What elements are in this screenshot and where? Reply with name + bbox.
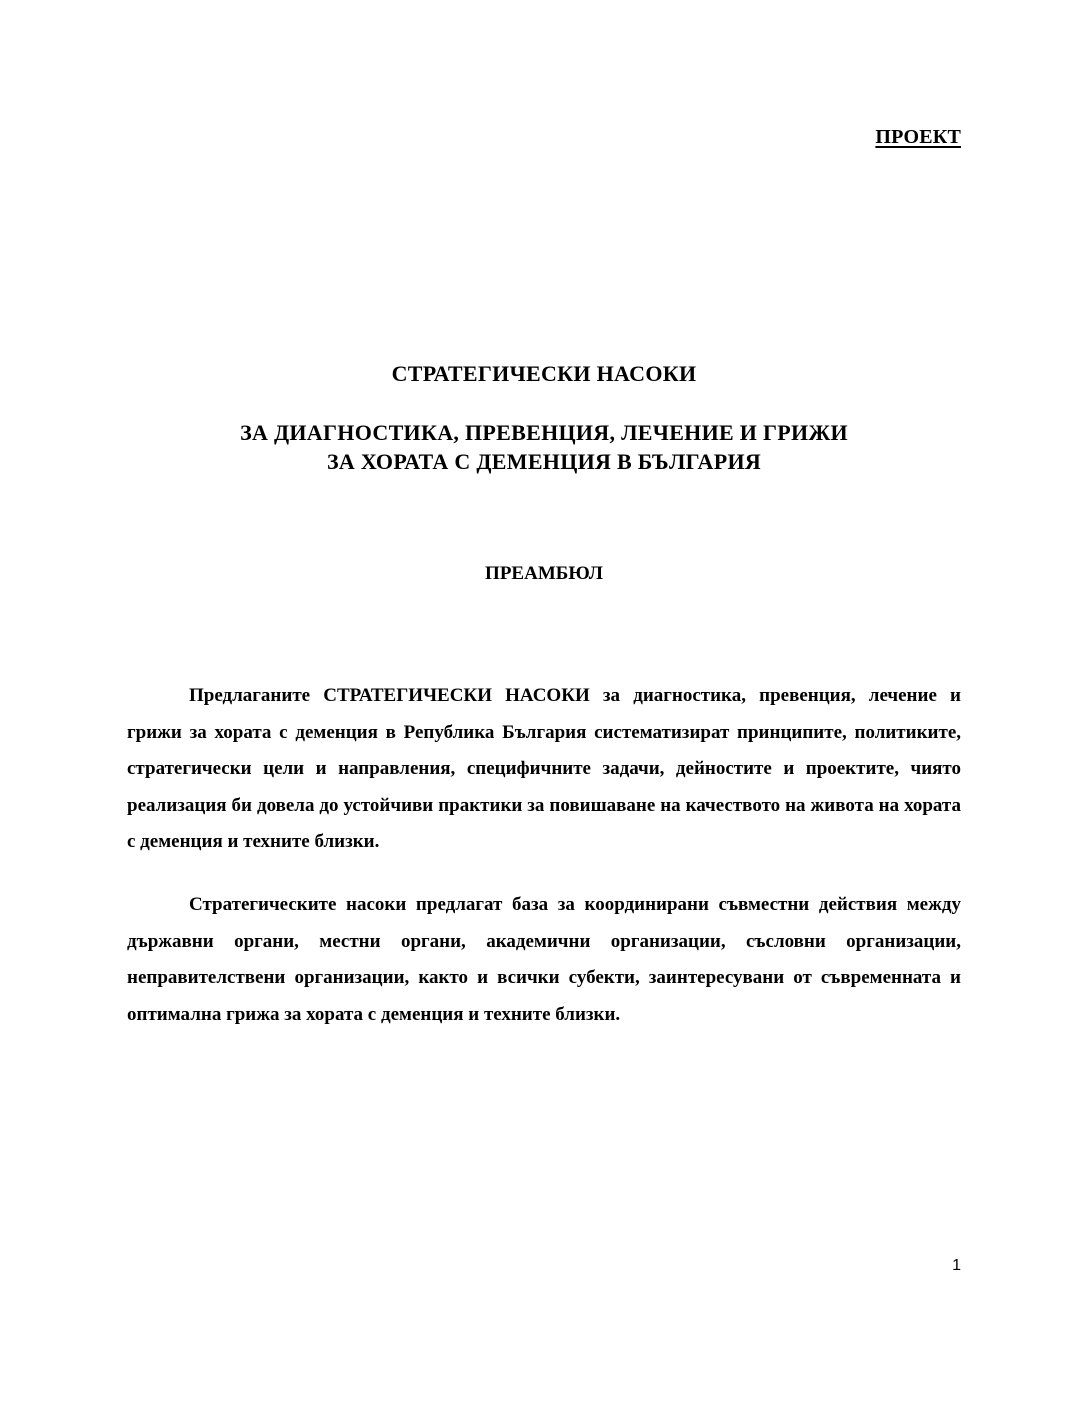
document-subtitle [0, 418, 1088, 476]
page-number: 1 [952, 1257, 961, 1274]
document-title: СТРАТЕГИЧЕСКИ НАСОКИ [391, 361, 697, 386]
subtitle-line-2: ЗА ХОРАТА С ДЕМЕНЦИЯ В БЪЛГАРИЯ [326, 449, 762, 474]
preamble-paragraph-1: Предлаганите СТРАТЕГИЧЕСКИ НАСОКИ за диагностика, превенция, лечение и грижи за хората с деменция в Република България систематизират принципите, политиките, стратегически цели и направления, специфичните задачи, дейностите и проектите, чиято реализация би довела до устойчиви практики за повишаване на качеството на живота на хората с деменция и техните близки. [127, 685, 961, 852]
preamble-heading: ПРЕАМБЮЛ [485, 563, 603, 584]
draft-stamp: ПРОЕКТ [875, 126, 961, 148]
preamble-paragraph-2: Стратегическите насоки предлагат база за координирани съвместни действия между държавни органи, местни органи, академични организации, съсловни организации, неправителствени организации, както и всички субекти, заинтересувани от съвременната и оптимална грижа за хората с деменция и техните близки. [127, 894, 961, 1025]
subtitle-line-1: ЗА ДИАГНОСТИКА, ПРЕВЕНЦИЯ, ЛЕЧЕНИЕ И ГРИЖИ [240, 420, 848, 445]
